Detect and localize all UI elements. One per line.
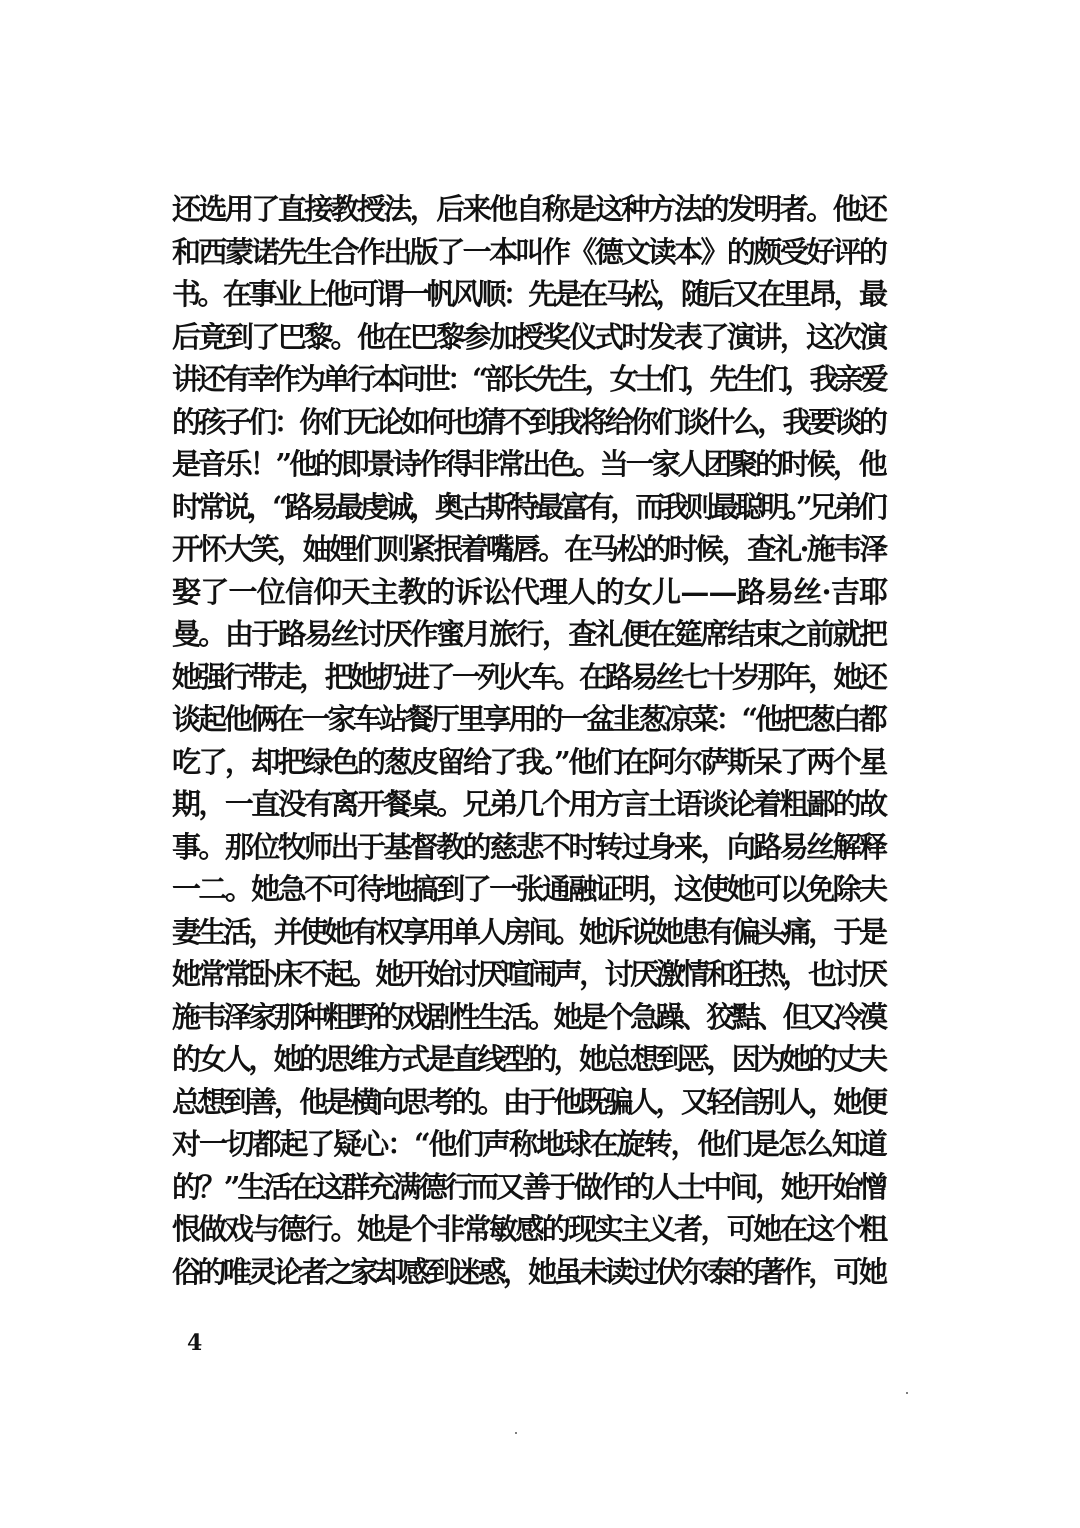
text-line: 娶了一位信仰天主教的诉讼代理人的女儿——路易丝·吉耶 — [172, 574, 888, 609]
text-line: 后竟到了巴黎。他在巴黎参加授奖仪式时发表了演讲，这次演 — [172, 319, 886, 354]
text-line: 俗的唯灵论者之家却感到迷惑，她虽未读过伏尔泰的著作，可她 — [172, 1254, 885, 1289]
text-line: 的孩子们：你们无论如何也猜不到我将给你们谈什么，我要谈的 — [172, 404, 885, 439]
text-line: 对一切都起了疑心：“他们声称地球在旋转，他们是怎么知道 — [172, 1127, 886, 1161]
text-line: 开怀大笑，妯娌们则紧抿着嘴唇。在马松的时候，查礼·施韦泽 — [172, 532, 886, 566]
text-line: 曼。由于路易丝讨厌作蜜月旅行，查礼便在筵席结束之前就把 — [172, 617, 886, 651]
text-line: 书。在事业上他可谓一帆风顺：先是在马松，随后又在里昂，最 — [172, 277, 885, 311]
text-line: 和西蒙诺先生合作出版了一本叫作《德文读本》的颇受好评的 — [172, 234, 886, 269]
text-line: 期，一直没有离开餐桌。兄弟几个用方言土语谈论着粗鄙的故 — [172, 787, 886, 821]
text-line: 的女人，她的思维方式是直线型的，她总想到恶，因为她的丈夫 — [172, 1042, 885, 1076]
text-line: 讲还有幸作为单行本问世：“部长先生，女士们，先生们，我亲爱 — [172, 362, 885, 396]
text-line: 她强行带走，把她扔进了一列火车。在路易丝七十岁那年，她还 — [172, 659, 885, 694]
text-line: 她常常卧床不起。她开始讨厌喧闹声，讨厌激情和狂热，也讨厌 — [172, 957, 885, 991]
page-number: 4 — [187, 1330, 203, 1356]
text-line: 还选用了直接教授法，后来他自称是这种方法的发明者。他还 — [172, 192, 886, 226]
text-line: 时常说，“路易最虔诚，奥古斯特最富有，而我则最聪明。”兄弟们 — [172, 489, 884, 524]
scan-speck — [906, 1392, 908, 1394]
text-line: 妻生活，并使她有权享用单人房间。她诉说她患有偏头痛，于是 — [172, 914, 885, 949]
scan-speck — [515, 1432, 517, 1434]
text-line: 是音乐！”他的即景诗作得非常出色。当一家人团聚的时候，他 — [172, 447, 885, 481]
body-text — [172, 188, 888, 1293]
text-line: 总想到善，他是横向思考的。由于他既骗人，又轻信别人，她便 — [172, 1084, 885, 1119]
text-line: 一二。她急不可待地搞到了一张通融证明，这使她可以免除夫 — [172, 872, 886, 906]
text-line: 恨做戏与德行。她是个非常敏感的现实主义者，可她在这个粗 — [172, 1212, 886, 1246]
text-line: 施韦泽家那种粗野的戏剧性生活。她是个急躁、狡黠、但又冷漠 — [172, 999, 885, 1034]
text-line: 的？”生活在这群充满德行而又善于做作的人士中间，她开始憎 — [172, 1169, 885, 1204]
text-line: 事。那位牧师出于基督教的慈悲不时转过身来，向路易丝解释 — [172, 829, 886, 864]
text-line: 吃了，却把绿色的葱皮留给了我。”他们在阿尔萨斯呆了两个星 — [172, 744, 886, 779]
text-line: 谈起他俩在一家车站餐厅里享用的一盆韭葱凉菜：“他把葱白都 — [172, 702, 885, 736]
